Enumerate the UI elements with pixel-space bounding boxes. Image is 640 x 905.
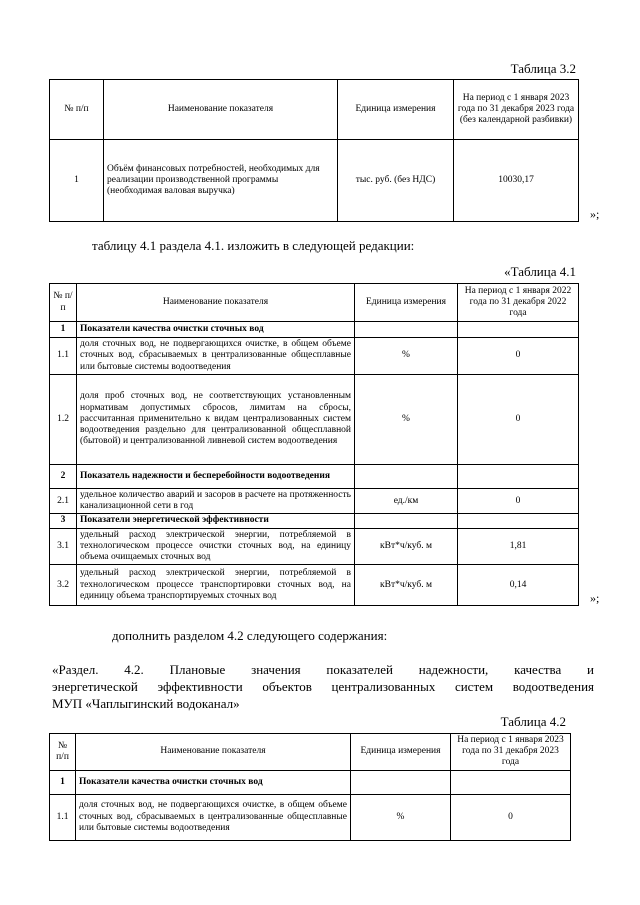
section-row <box>50 514 579 528</box>
row-name: доля сточных вод, не подвергающихся очистке, в общем объеме сточных вод, сбрасываемых в централизованные общесплавные или бытовые системы водоотведения <box>76 794 351 840</box>
row-name: Показатель надежности и бесперебойности водоотведения <box>77 465 355 489</box>
table-3-2-caption: Таблица 3.2 <box>510 61 576 76</box>
row-unit <box>355 514 458 528</box>
row-value: 10030,17 <box>454 140 579 222</box>
paragraph-table-4-1-intro: таблицу 4.1 раздела 4.1. изложить в следующей редакции: <box>92 238 415 253</box>
row-name: удельный расход электрической энергии, потребляемой в технологическом процессе очистки сточных вод, на единицу объема очищаемых сточных вод <box>77 528 355 565</box>
table-3-2-header-num: № п/п <box>50 80 104 140</box>
table-4-2-header-unit: Единица измерения <box>351 734 451 771</box>
row-unit <box>355 322 458 338</box>
row-num: 1.1 <box>50 338 77 375</box>
row-value <box>458 514 579 528</box>
table-row <box>50 528 579 565</box>
row-num: 3.2 <box>50 565 77 606</box>
row-unit <box>351 770 451 794</box>
row-value: 0 <box>458 489 579 514</box>
row-unit: ед./км <box>355 489 458 514</box>
table-3-2 <box>49 79 579 222</box>
row-name: доля проб сточных вод, не соответствующих установленным нормативам допустимых сбросов, лимитам на сбросы, рассчитанная применительно к видам централизованных систем водоотведения раздельно для централизованной общесплавной (бытовой) и централизованной ливневой систем водоотведения <box>77 375 355 465</box>
table-4-2-caption: Таблица 4.2 <box>500 714 566 729</box>
table-4-2 <box>49 733 571 841</box>
row-unit: % <box>351 794 451 840</box>
row-num: 1.1 <box>50 794 76 840</box>
table-row <box>50 375 579 465</box>
table-row <box>50 338 579 375</box>
section-row <box>50 322 579 338</box>
table-row <box>50 489 579 514</box>
table-row <box>50 565 579 606</box>
table-row <box>50 794 571 840</box>
row-unit: кВт*ч/куб. м <box>355 528 458 565</box>
table-3-2-header-unit: Единица измерения <box>338 80 454 140</box>
row-value: 0,14 <box>458 565 579 606</box>
row-value: 0 <box>458 375 579 465</box>
row-name: Показатели качества очистки сточных вод <box>76 770 351 794</box>
row-name: Показатели качества очистки сточных вод <box>77 322 355 338</box>
table-4-2-header-num: № п/п <box>50 734 76 771</box>
section-4-2-heading-line-1: «Раздел. 4.2. Плановые значения показателей надежности, качества и <box>52 662 594 677</box>
row-name: доля сточных вод, не подвергающихся очистке, в общем объеме сточных вод, сбрасываемых в централизованные общесплавные или бытовые системы водоотведения <box>77 338 355 375</box>
row-num: 1 <box>50 770 76 794</box>
row-value: 0 <box>451 794 571 840</box>
table-4-1-header-unit: Единица измерения <box>355 284 458 322</box>
row-value <box>458 465 579 489</box>
row-value: 1,81 <box>458 528 579 565</box>
section-row <box>50 770 571 794</box>
row-num: 1 <box>50 322 77 338</box>
table-4-2-header-period: На период с 1 января 2023 года по 31 декабря 2023 года <box>451 734 571 771</box>
row-unit: % <box>355 338 458 375</box>
table-4-1 <box>49 283 579 606</box>
row-name: удельный расход электрической энергии, потребляемой в технологическом процессе транспортировки сточных вод, на единицу объема транспортируемых сточных вод <box>77 565 355 606</box>
table-4-1-closing-quote: »; <box>590 591 600 605</box>
table-4-2-header-name: Наименование показателя <box>76 734 351 771</box>
row-unit <box>355 465 458 489</box>
row-num: 3 <box>50 514 77 528</box>
table-4-1-header-num: № п/п <box>50 284 77 322</box>
row-unit: кВт*ч/куб. м <box>355 565 458 606</box>
row-value <box>458 322 579 338</box>
row-unit: тыс. руб. (без НДС) <box>338 140 454 222</box>
row-unit: % <box>355 375 458 465</box>
row-num: 1.2 <box>50 375 77 465</box>
row-num: 2 <box>50 465 77 489</box>
row-value <box>451 770 571 794</box>
table-3-2-closing-quote: »; <box>590 207 600 221</box>
row-num: 1 <box>50 140 104 222</box>
row-num: 2.1 <box>50 489 77 514</box>
row-num: 3.1 <box>50 528 77 565</box>
table-4-1-header-period: На период с 1 января 2022 года по 31 декабря 2022 года <box>458 284 579 322</box>
row-name: Объём финансовых потребностей, необходимых для реализации производственной программы (необходимая валовая выручка) <box>104 140 338 222</box>
paragraph-section-4-2-intro: дополнить разделом 4.2 следующего содержания: <box>112 628 388 643</box>
table-row <box>50 140 579 222</box>
row-value: 0 <box>458 338 579 375</box>
row-name: Показатели энергетической эффективности <box>77 514 355 528</box>
table-4-1-caption: «Таблица 4.1 <box>504 264 576 279</box>
section-4-2-heading-line-2: энергетической эффективности объектов централизованных систем водоотведения <box>52 679 594 694</box>
row-name: удельное количество аварий и засоров в расчете на протяженность канализационной сети в год <box>77 489 355 514</box>
section-row <box>50 465 579 489</box>
table-4-1-header-name: Наименование показателя <box>77 284 355 322</box>
table-3-2-header-name: Наименование показателя <box>104 80 338 140</box>
section-4-2-heading-line-3: МУП «Чаплыгинский водоканал» <box>52 696 240 711</box>
table-3-2-header-period: На период с 1 января 2023 года по 31 декабря 2023 года (без календарной разбивки) <box>454 80 579 140</box>
